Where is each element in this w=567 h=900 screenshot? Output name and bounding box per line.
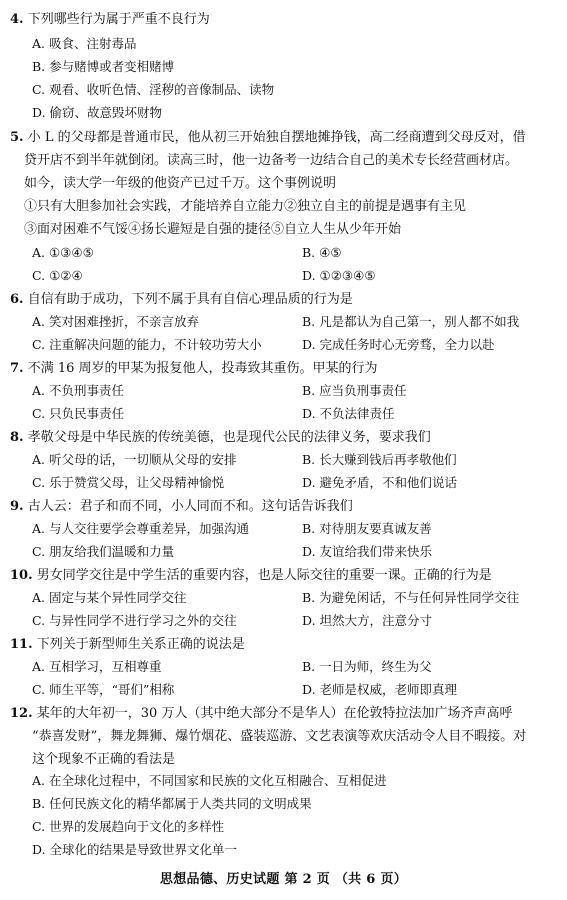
page-footer: 思想品德、历史试题 第 2 页 （共 6 页） xyxy=(159,872,408,887)
option-a: A. 与人交往要学会尊重差异，加强沟通 xyxy=(32,521,249,536)
question-number: 7. xyxy=(10,361,24,376)
option-b: B. 凡是都认为自己第一，别人都不如我 xyxy=(302,314,520,329)
question-stem xyxy=(10,633,558,656)
question-stem xyxy=(10,702,558,725)
option-a: A. 固定与某个异性同学交往 xyxy=(32,590,187,605)
question-stem xyxy=(10,426,558,449)
option-b: B. 参与赌博或者变相赌博 xyxy=(32,59,175,74)
question-text-line: ①只有大胆参加社会实践，才能培养自立能力②独立自主的前提是遇事有主见 xyxy=(24,199,467,214)
option-b: B. 一日为师，终生为父 xyxy=(302,659,432,674)
option-c: C. 观看、收听色情、淫秽的音像制品、读物 xyxy=(32,82,275,97)
option-c: C. ①②④ xyxy=(32,268,83,283)
option-b: B. ④⑤ xyxy=(302,245,342,260)
question-stem xyxy=(10,288,558,311)
question-text: 小 L 的父母都是普通市民，他从初三开始独自摆地摊挣钱，高二经商遭到父母反对，借 xyxy=(27,130,526,145)
option-d: D. ①②③④⑤ xyxy=(302,268,376,283)
option-c: C. 世界的发展趋向于文化的多样性 xyxy=(32,819,225,834)
question-number: 6. xyxy=(10,292,24,307)
question-text: 不满 16 周岁的甲某为报复他人，投毒致其重伤。甲某的行为 xyxy=(27,361,378,376)
question-number: 11. xyxy=(10,637,33,652)
question-text: 下列关于新型师生关系正确的说法是 xyxy=(36,637,245,652)
question-text-line: 贷开店不到半年就倒闭。读高三时，他一边备考一边结合自己的美术专长经营画材店。 xyxy=(24,153,519,168)
question-text: 男女同学交往是中学生活的重要内容，也是人际交往的重要一课。正确的行为是 xyxy=(36,568,492,583)
option-c: C. 朋友给我们温暖和力量 xyxy=(32,544,175,559)
option-b: B. 为避免闲话，不与任何异性同学交往 xyxy=(302,590,520,605)
option-c: C. 注重解决问题的能力，不计较功劳大小 xyxy=(32,337,262,352)
option-d: D. 全球化的结果是导致世界文化单一 xyxy=(32,842,238,857)
question-text-line: ③面对困难不气馁④扬长避短是自强的捷径⑤自立人生从少年开始 xyxy=(24,222,402,237)
option-d: D. 友谊给我们带来快乐 xyxy=(302,544,433,559)
option-a: A. ①③④⑤ xyxy=(32,245,94,260)
question-text: 自信有助于成功，下列不属于具有自信心理品质的行为是 xyxy=(27,292,353,307)
question-text-line: 这个现象不正确的看法是 xyxy=(32,752,176,767)
option-b: B. 对待朋友要真诚友善 xyxy=(302,521,432,536)
option-c: C. 乐于赞赏父母，让父母精神愉悦 xyxy=(32,475,225,490)
option-b: B. 应当负刑事责任 xyxy=(302,383,407,398)
question-text: 下列哪些行为属于严重不良行为 xyxy=(27,12,210,27)
option-d: D. 避免矛盾，不和他们说话 xyxy=(302,475,458,490)
question-stem xyxy=(10,8,558,31)
question-stem xyxy=(10,357,558,380)
option-a: A. 吸食、注射毒品 xyxy=(32,36,137,51)
question-text-line: “恭喜发财”，舞龙舞狮、爆竹烟花、盛装巡游、文艺表演等欢庆活动令人目不暇接。对 xyxy=(32,729,527,744)
option-a: A. 笑对困难挫折，不亲言放弃 xyxy=(32,314,199,329)
option-a: A. 听父母的话，一切顺从父母的安排 xyxy=(32,452,237,467)
question-text-line: 如今，读大学一年级的他资产已过千万。这个事例说明 xyxy=(24,176,337,191)
question-number: 10. xyxy=(10,568,33,583)
option-d: D. 完成任务时心无旁骛，全力以赴 xyxy=(302,337,495,352)
option-c: C. 只负民事责任 xyxy=(32,406,125,421)
option-c: C. 师生平等，“哥们”相称 xyxy=(32,682,175,697)
option-b: B. 任何民族文化的精华都属于人类共同的文明成果 xyxy=(32,796,312,811)
question-number: 5. xyxy=(10,130,24,145)
option-b: B. 长大赚到钱后再孝敬他们 xyxy=(302,452,457,467)
question-number: 9. xyxy=(10,499,24,514)
question-number: 12. xyxy=(10,706,33,721)
option-a: A. 不负刑事责任 xyxy=(32,383,124,398)
option-d: D. 老师是权威，老师即真理 xyxy=(302,682,458,697)
option-d: D. 不负法律责任 xyxy=(302,406,395,421)
question-text: 古人云：君子和而不同，小人同而不和。这句话告诉我们 xyxy=(27,499,353,514)
question-stem xyxy=(10,564,558,587)
question-stem xyxy=(10,495,558,518)
option-d: D. 坦然大方，注意分寸 xyxy=(302,613,433,628)
question-stem xyxy=(10,126,558,149)
option-c: C. 与异性同学不进行学习之外的交往 xyxy=(32,613,237,628)
option-a: A. 在全球化过程中，不同国家和民族的文化互相融合、互相促进 xyxy=(32,773,387,788)
question-number: 8. xyxy=(10,430,24,445)
option-d: D. 偷窃、故意毁坏财物 xyxy=(32,105,163,120)
option-a: A. 互相学习，互相尊重 xyxy=(32,659,162,674)
question-number: 4. xyxy=(10,12,24,27)
question-text: 某年的大年初一，30 万人（其中绝大部分不是华人）在伦敦特拉法加广场齐声高呼 xyxy=(36,706,513,721)
question-text: 孝敬父母是中华民族的传统美德，也是现代公民的法律义务，要求我们 xyxy=(27,430,431,445)
